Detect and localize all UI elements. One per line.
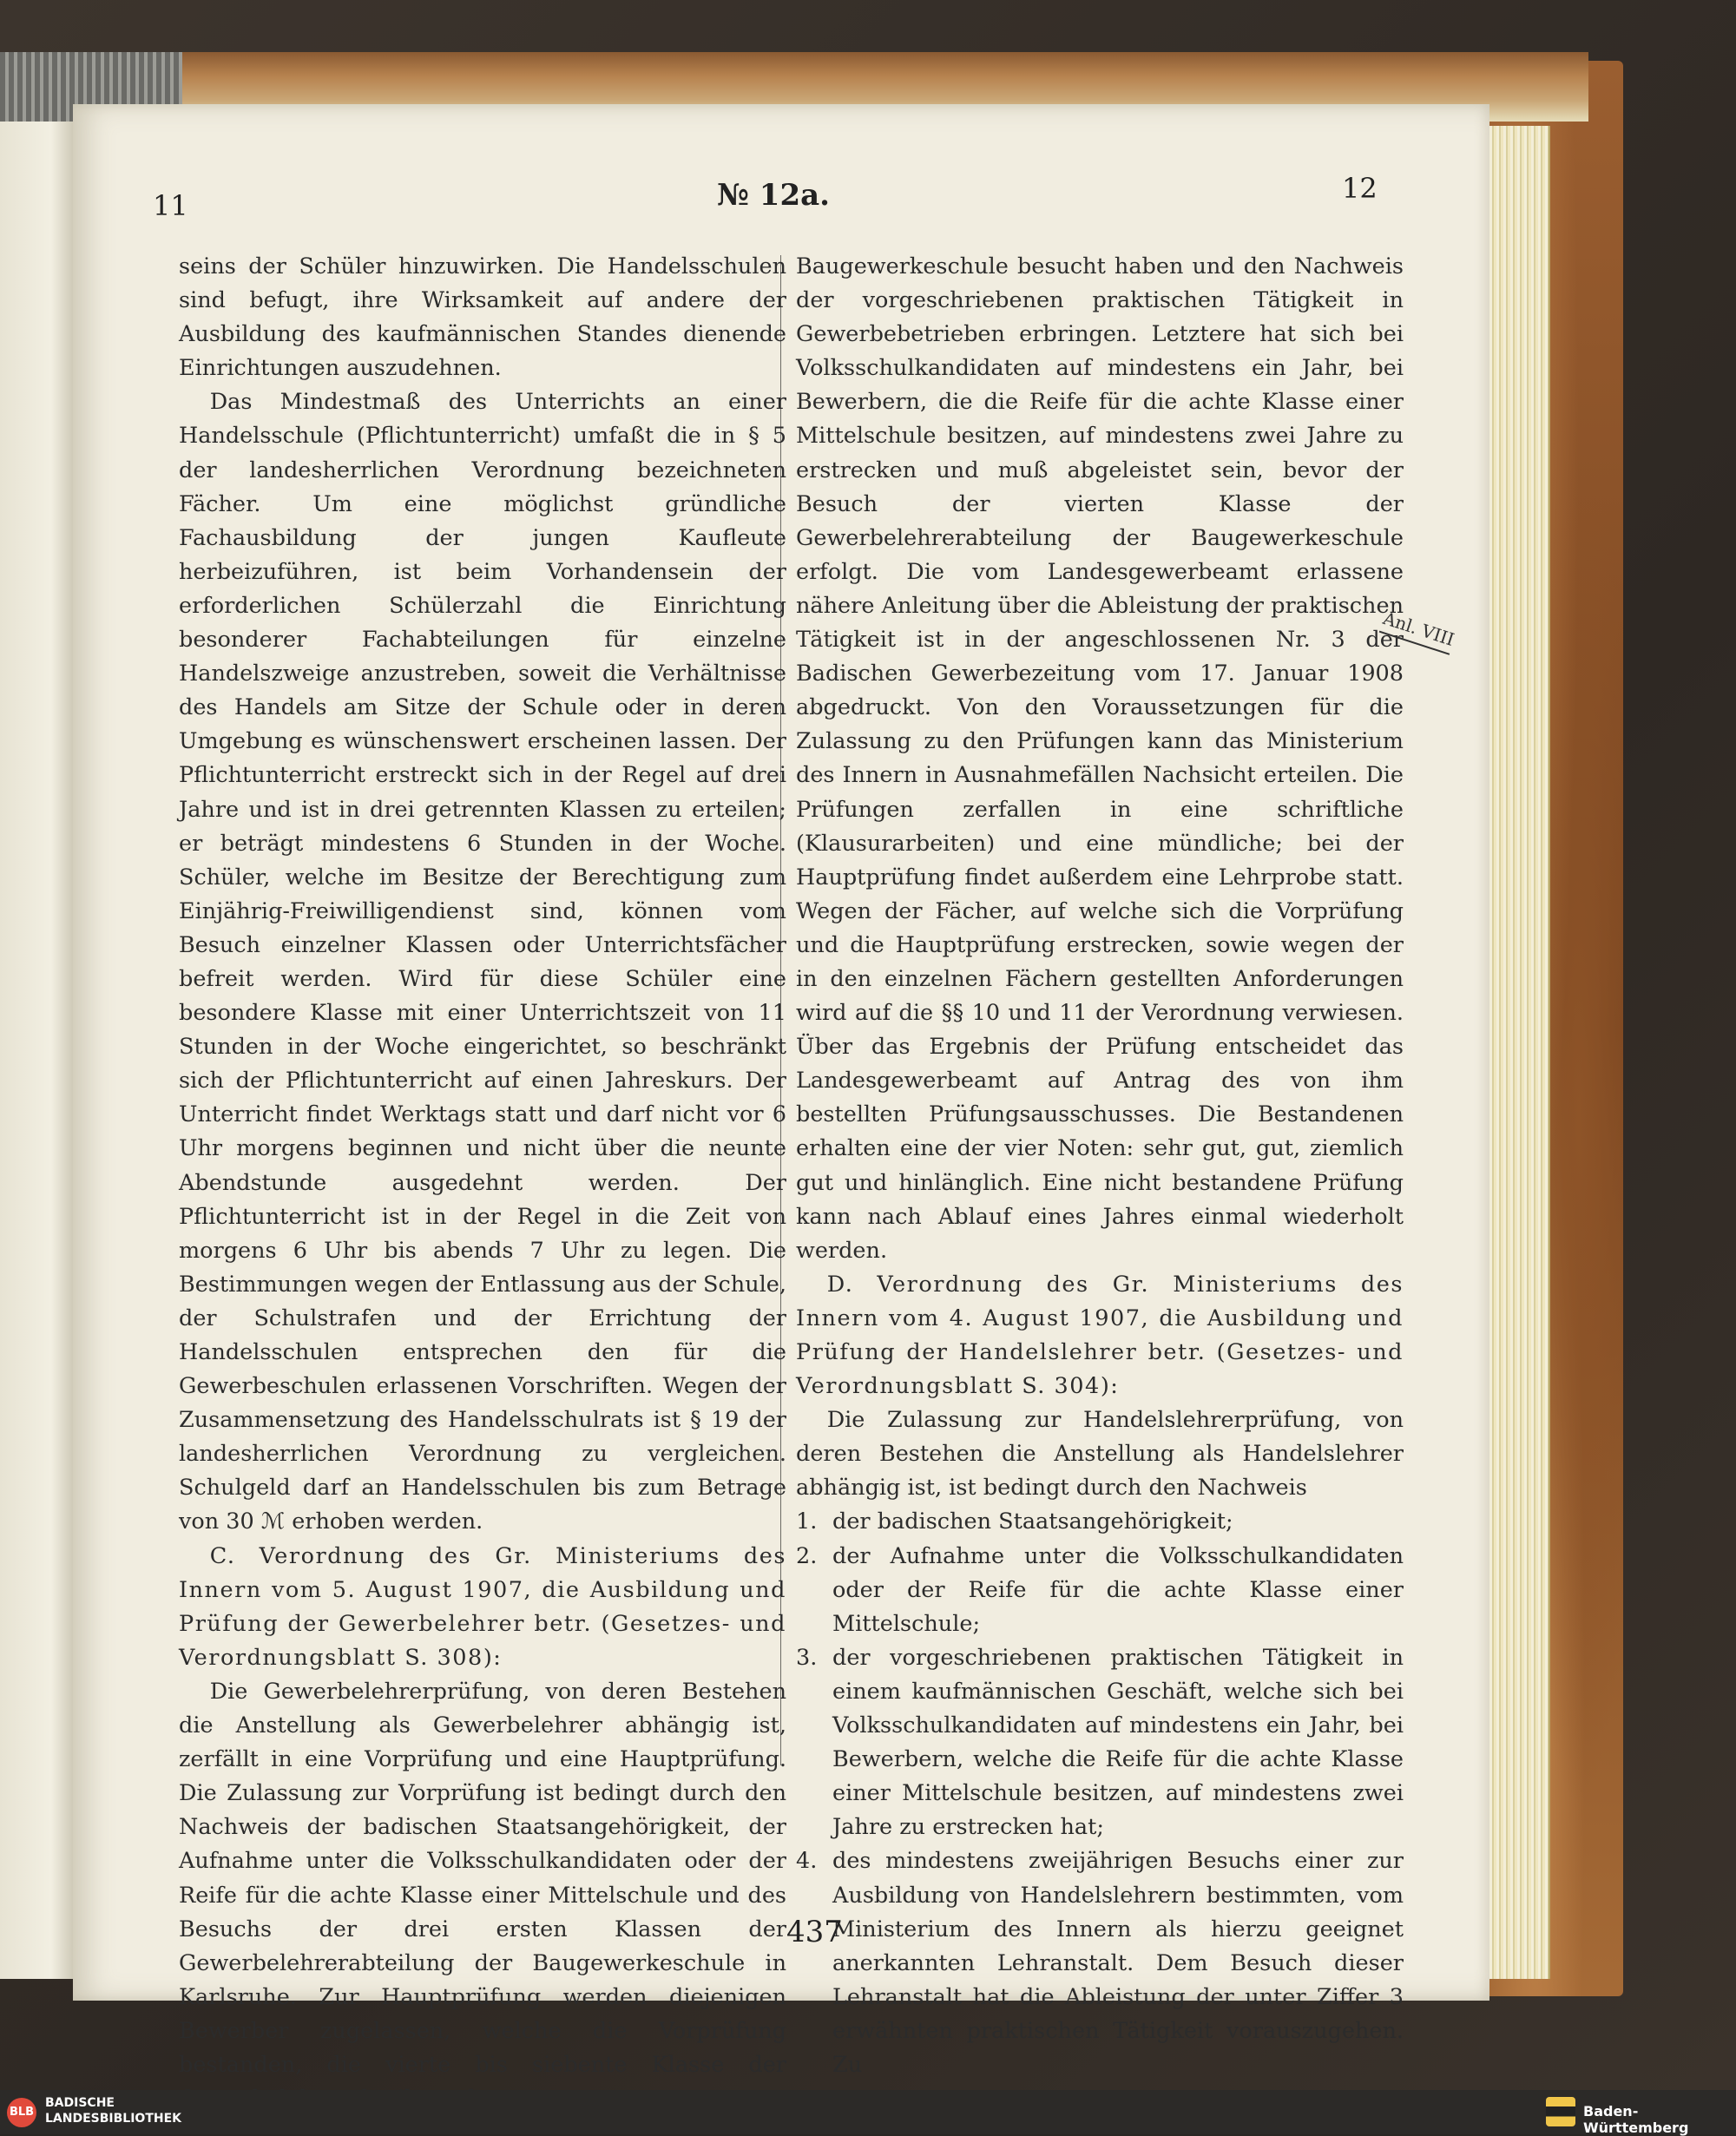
paragraph: seins der Schüler hinzuwirken. Die Handelsschulen sind befugt, ihre Wirksamkeit auf andere der Ausbildung des kaufmännischen Standes dienende Einrichtungen auszudehnen. bbox=[179, 253, 786, 382]
section-heading-d: D. Verordnung des Gr. Ministeriums des Innern vom 4. August 1907, die Ausbildung und Prüfung der Handelslehrer betr. (Gesetzes- und Verordnungsblatt S. 304): bbox=[796, 1271, 1404, 1400]
footer-page-number: 437 bbox=[786, 1915, 843, 1949]
page-edges bbox=[1489, 126, 1550, 1979]
paragraph: Baugewerkeschule besucht haben und den Nachweis der vorgeschriebenen praktischen Tätigkeit in Gewerbebetrieben erbringen. Letztere hat sich bei Volksschulkandidaten auf mindestens ein Jahr, bei Bewerbern, die die Reife für die achte Klasse einer Mittelschule besitzen, auf mindestens zwei Jahre zu erstrecken und muß abgeleistet sein, bevor der Besuch der vierten Klasse der Gewerbelehrerabteilung der Baugewerkeschule erfolgt. Die vom Landesgewerbeamt erlassene nähere Anleitung über die Ableistung der praktischen Tätigkeit ist in der angeschlossenen Nr. 3 der Badischen Gewerbezeitung vom 17. Januar 1908 abgedruckt. Von den Voraussetzungen für die Zulassung zu den Prüfungen kann das Ministerium des Innern in Ausnahmefällen Nachsicht erteilen. Die Prüfungen zerfallen in eine schriftliche (Klausurarbeiten) und eine mündliche; bei der Hauptprüfung findet außerdem eine Lehrprobe statt. Wegen der Fächer, auf welche sich die Vorprüfung und die Hauptprüfung erstrecken, sowie wegen der in den einzelnen Fächern gestellten Anforderungen wird auf die §§ 10 und 11 der Verordnung verwiesen. Über das Ergebnis der Prüfung entscheidet das Landesgewerbeamt auf Antrag des von ihm bestellten Prüfungsausschusses. Die Bestandenen erhalten eine der vier Noten: sehr gut, gut, ziemlich gut und hinlänglich. Eine nicht bestandene Prüfung kann nach Ablauf eines Jahres einmal wiederholt werden. bbox=[796, 253, 1404, 1264]
paragraph: Die Gewerbelehrerprüfung, von deren Bestehen die Anstellung als Gewerbelehrer abhängig ist, zerfällt in eine Vorprüfung und eine Hauptprüfung. Die Zulassung zur Vorprüfung ist bedingt durch den Nachweis der badischen Staatsangehörigkeit, der Aufnahme unter die Volksschulkandidaten oder der Reife für die achte Klasse einer Mittelschule und des Besuchs der drei ersten Klassen der Gewerbelehrerabteilung der Baugewerkeschule in Karlsruhe. Zur Hauptprüfung werden diejenigen Bewerber zugelassen, welche die Vorprüfung bestanden, die vierte bis siebente Klasse der bbox=[179, 1678, 786, 2078]
margin-note: Anl. VIII bbox=[1379, 608, 1457, 655]
list-item bbox=[796, 1844, 1404, 2082]
right-text-column bbox=[796, 250, 1404, 2082]
state-name[interactable]: Baden-Württemberg bbox=[1583, 2103, 1689, 2136]
blb-logo-icon[interactable]: BLB bbox=[7, 2098, 36, 2127]
list-item bbox=[796, 1540, 1404, 1641]
list-number: 1. bbox=[796, 1508, 818, 1535]
section-heading-c: C. Verordnung des Gr. Ministeriums des Innern vom 5. August 1907, die Ausbildung und Prüfung der Gewerbelehrer betr. (Gesetzes- und Verordnungsblatt S. 308): bbox=[179, 1542, 786, 1671]
paragraph: Das Mindestmaß des Unterrichts an einer Handelsschule (Pflichtunterricht) umfaßt die in § 5 der landesherrlichen Verordnung bezeichneten Fächer. Um eine möglichst gründliche Fachausbildung der jungen Kaufleute herbeizuführen, ist beim Vorhandensein der erforderlichen Schülerzahl die Einrichtung besonderer Fachabteilungen für einzelne Handelszweige anzustreben, soweit die Verhältnisse des Handels am Sitze der Schule oder in deren Umgebung es wünschenswert erscheinen lassen. Der Pflichtunterricht erstreckt sich in der Regel auf drei Jahre und ist in drei getrennten Klassen zu erteilen; er beträgt mindestens 6 Stunden in der Woche. Schüler, welche im Besitze der Berechtigung zum Einjährig-Freiwilligendienst sind, können vom Besuch einzelner Klassen oder Unterrichtsfächer befreit werden. Wird für diese Schüler eine besondere Klasse mit einer Unterrichtszeit von 11 Stunden in der Woche eingerichtet, so beschränkt sich der Pflichtunterricht auf einen Jahreskurs. Der Unterricht findet Werktags statt und darf nicht vor 6 Uhr morgens beginnen und nicht über die neunte Abendstunde ausgedehnt werden. Der Pflichtunterricht ist in der Regel in die Zeit von morgens 6 Uhr bis abends 7 Uhr zu legen. Die Bestimmungen wegen der Entlassung aus der Schule, der Schulstrafen und der Errichtung der Handelsschulen entsprechen den für die Gewerbeschulen erlassenen Vorschriften. Wegen der Zusammensetzung des Handelsschulrats ist § 19 der landesherrlichen Verordnung zu vergleichen. Schulgeld darf an Handelsschulen bis zum Betrage von 30 ℳ erhoben werden. bbox=[179, 389, 786, 1535]
left-page-sliver bbox=[0, 122, 73, 1979]
list-text: der vorgeschriebenen praktischen Tätigkeit in einem kaufmännischen Geschäft, welche sich bei Volksschulkandidaten auf mindestens ein Jahr, bei Bewerbern, welche die Reife für die achte Klasse einer Mittelschule besitzen, auf mindestens zwei Jahre zu erstrecken hat; bbox=[832, 1644, 1404, 1841]
paragraph: Die Zulassung zur Handelslehrerprüfung, von deren Bestehen die Anstellung als Handelslehrer abhängig ist, ist bedingt durch den Nachweis bbox=[796, 1407, 1404, 1502]
library-name[interactable]: BADISCHE LANDESBIBLIOTHEK bbox=[45, 2096, 182, 2126]
list-text: der badischen Staatsangehörigkeit; bbox=[832, 1508, 1233, 1535]
left-page-number: 11 bbox=[153, 189, 188, 222]
requirements-list bbox=[796, 1505, 1404, 2082]
baden-wuerttemberg-logo-icon[interactable] bbox=[1546, 2097, 1575, 2126]
list-number: 3. bbox=[796, 1644, 818, 1671]
document-number-header: № 12a. bbox=[717, 178, 830, 213]
viewer-footer-bar bbox=[0, 2090, 1736, 2134]
list-text: der Aufnahme unter die Volksschulkandidaten oder der Reife für die achte Klasse einer Mittelschule; bbox=[832, 1542, 1404, 1637]
list-text: des mindestens zweijährigen Besuchs einer zur Ausbildung von Handelslehrern bestimmten, vom Ministerium des Innern als hierzu geeignet anerkannten Lehranstalt. Dem Besuch dieser Lehranstalt hat die Ableistung der unter Ziffer 3 erwähnten praktischen Tätigkeit vorauszugehen. Zu bbox=[832, 1848, 1404, 2078]
right-page-number: 12 bbox=[1342, 172, 1378, 205]
list-item bbox=[796, 1641, 1404, 1845]
list-item bbox=[796, 1505, 1404, 1539]
list-number: 4. bbox=[796, 1848, 818, 1875]
left-text-column bbox=[179, 250, 786, 2116]
list-number: 2. bbox=[796, 1542, 818, 1569]
